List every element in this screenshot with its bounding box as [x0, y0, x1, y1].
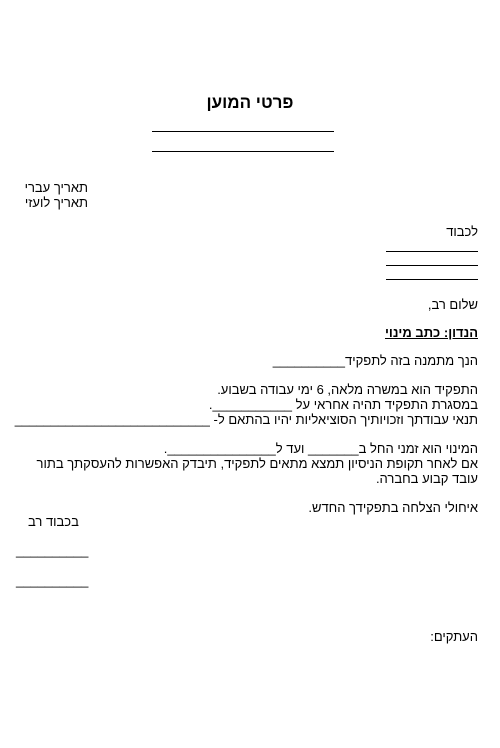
body-line-1: הנך מתמנה בזה לתפקיד__________: [272, 353, 478, 368]
gregorian-date-label: תאריך לועזי: [24, 195, 88, 210]
body-line-5: המינוי הוא זמני החל ב_______ ועד ל_______________.: [163, 441, 478, 456]
recipient-label: לכבוד: [446, 224, 478, 239]
recipient-line-2: [386, 265, 478, 266]
sender-line-2: [152, 151, 334, 152]
sender-details-title: פרטי המוען: [206, 93, 294, 112]
recipient-line-3: [386, 279, 478, 280]
recipient-line-1: [386, 251, 478, 252]
body-line-4: תנאי עבודתך וזכויותיך הסוציאליות יהיו בהתאם ל- ___________________________: [14, 412, 478, 427]
signature-line-2: __________: [16, 573, 89, 588]
body-line-2: התפקיד הוא במשרה מלאה, 6 ימי עבודה בשבוע.: [217, 382, 478, 397]
body-line-7: עובד קבוע בחברה.: [375, 471, 478, 486]
body-line-3: במסגרת התפקיד תהיה אחראי על ___________.: [208, 397, 478, 412]
regards: בכבוד רב: [28, 514, 79, 529]
body-line-6: אם לאחר תקופת הניסיון תמצא מתאים לתפקיד, תיבדק האפשרות להעסקתך בתור: [36, 456, 478, 471]
closing-wish: איחולי הצלחה בתפקידך החדש.: [308, 500, 478, 515]
subject-line: הנדון: כתב מינוי: [384, 325, 478, 340]
sender-line-1: [152, 131, 334, 132]
hebrew-date-label: תאריך עברי: [24, 180, 88, 195]
signature-line-1: __________: [16, 543, 89, 558]
copies-label: העתקים:: [430, 629, 478, 644]
greeting: שלום רב,: [427, 297, 478, 312]
